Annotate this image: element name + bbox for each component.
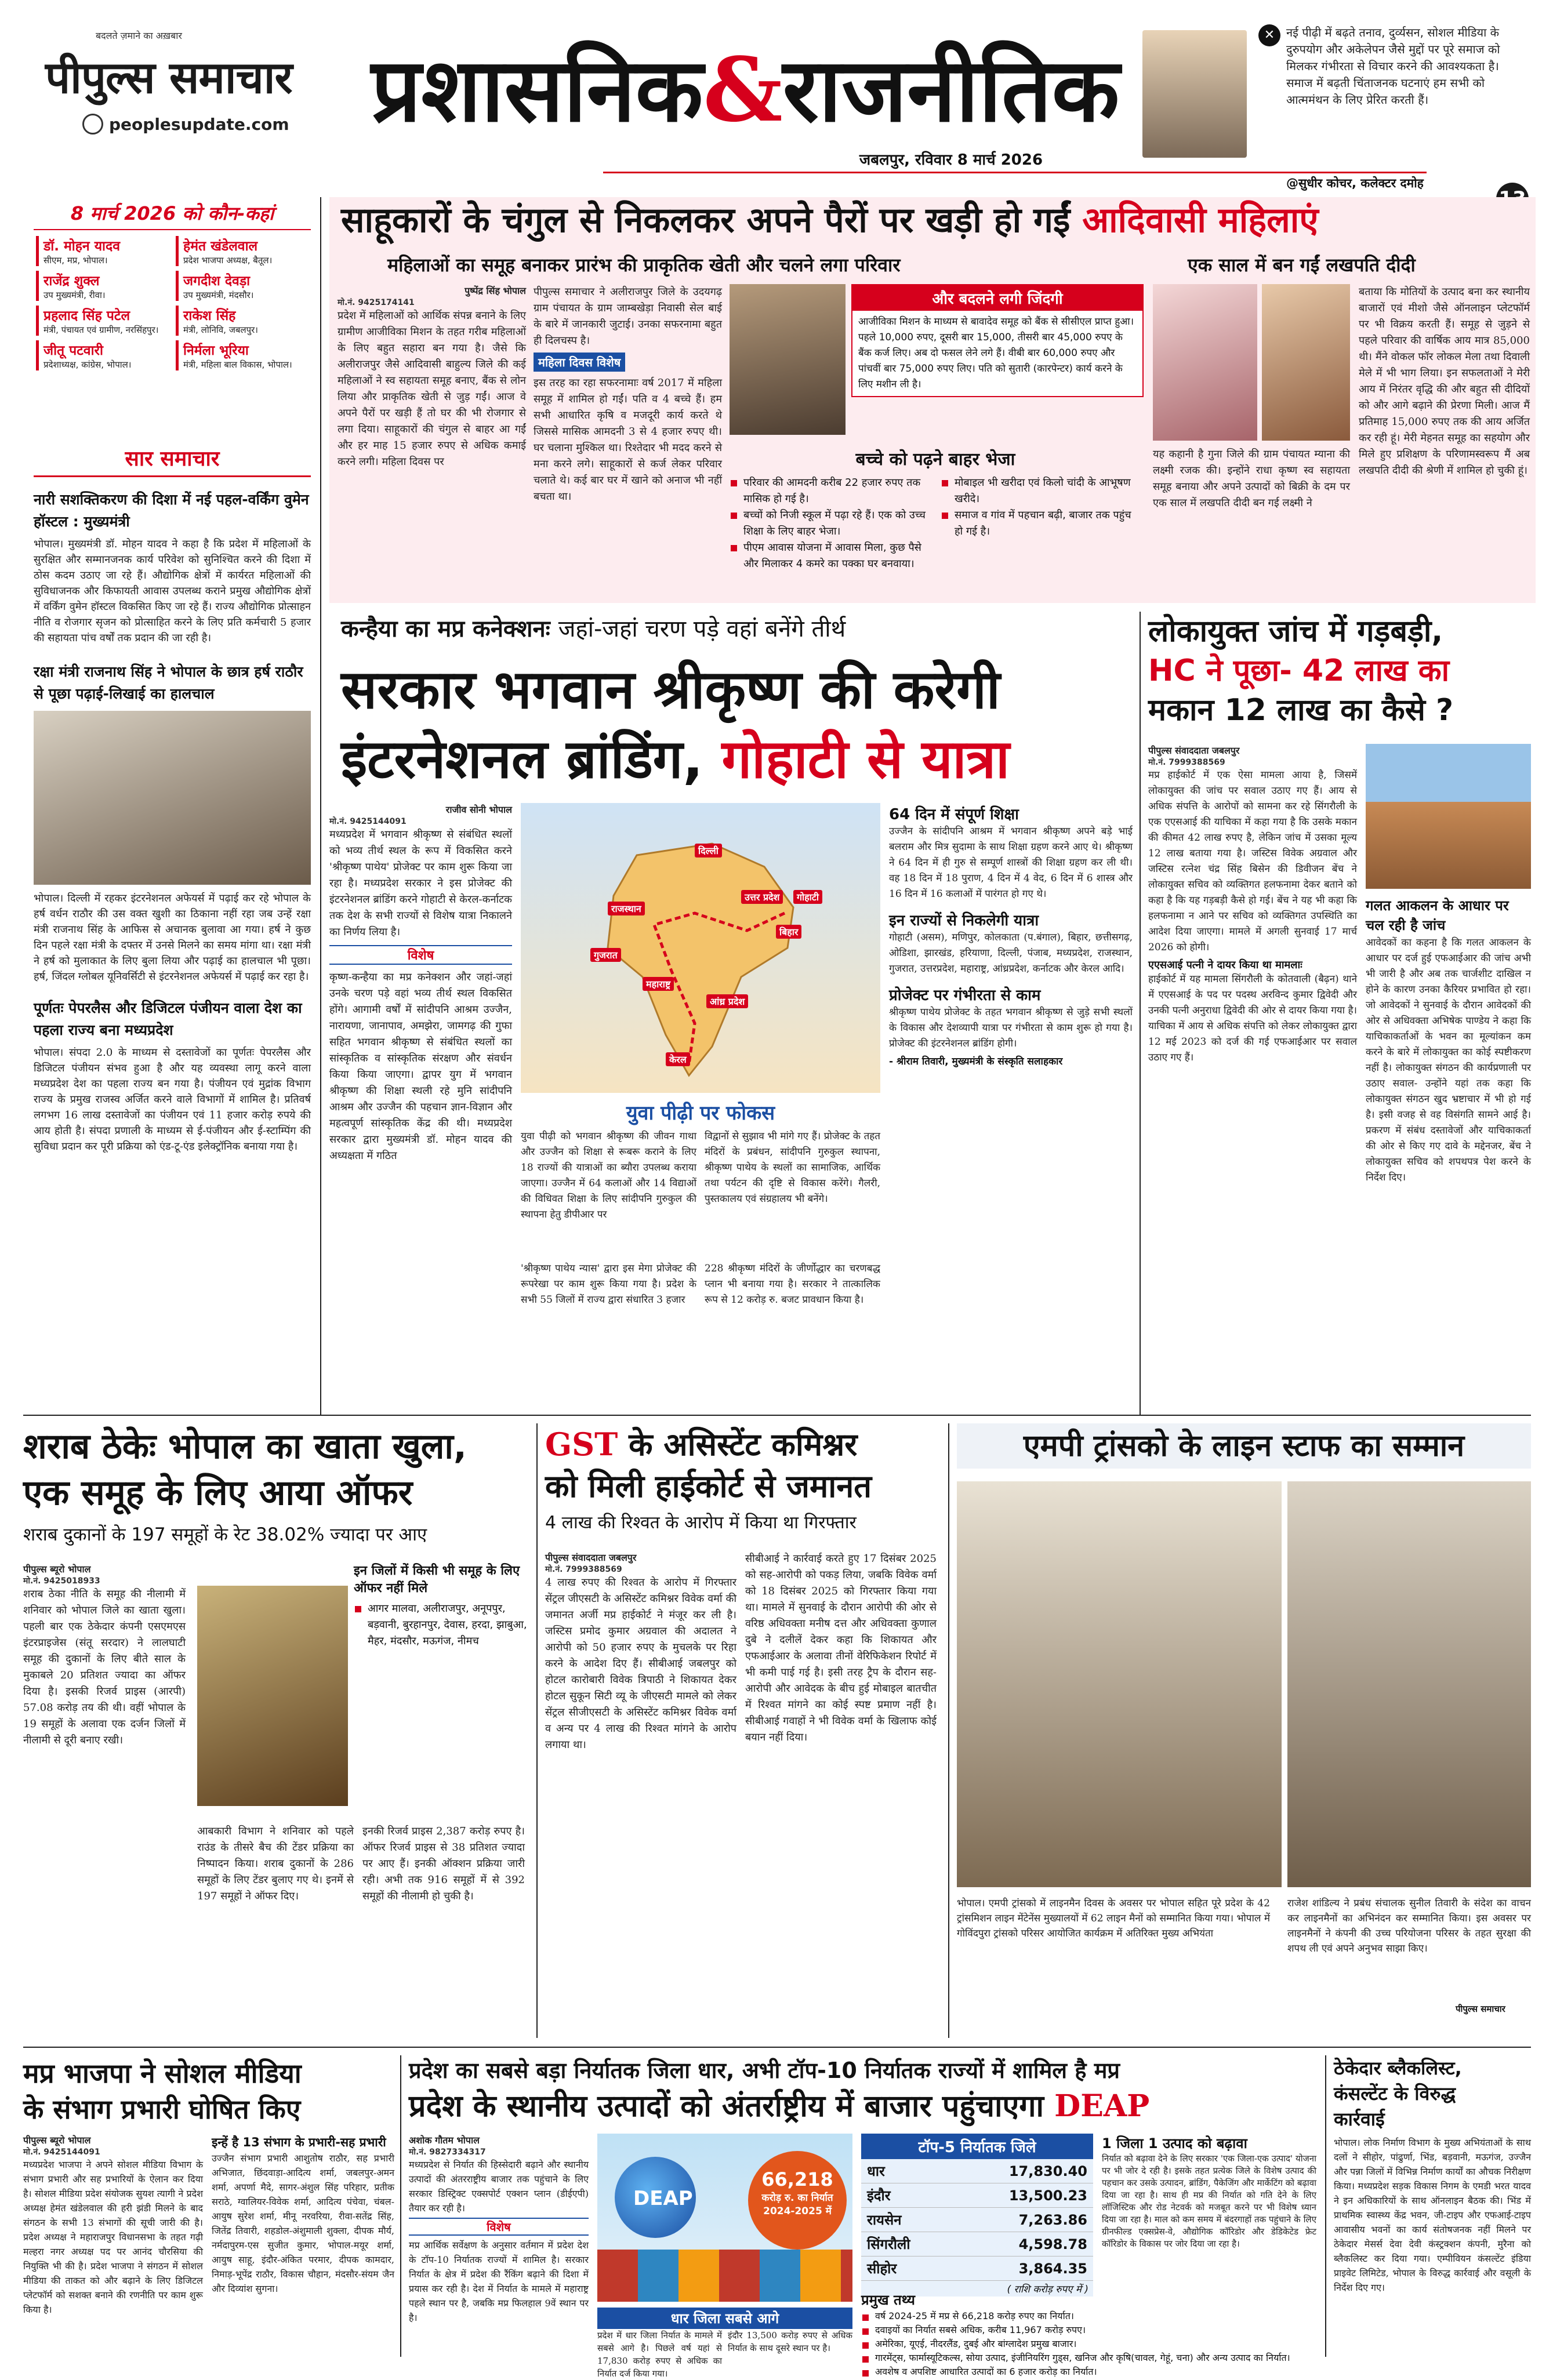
sharab-box-title: इन जिलों में किसी भी समूह के लिए ऑफर नहीं मिले xyxy=(354,1564,520,1596)
adivasi-story xyxy=(329,197,1536,603)
masthead-tagline: बदलते ज़माने का अख़बार xyxy=(96,30,182,41)
deap-col-1-text: मध्यप्रदेश से निर्यात की हिस्सेदारी बढ़ाने और स्थानीय उत्पादों की अंतरराष्ट्रीय बाजार तक पहुंचाने के लिए सरकार डिस्ट्रिक्ट एक्सपोर्ट एक्शन प्लान (डीईएपी) तैयार कर रही है। xyxy=(409,2159,589,2214)
lakshmi-photo-1 xyxy=(1153,284,1257,441)
lokayukt-side-text: आवेदकों का कहना है कि गलत आकलन के आधार पर दर्ज हुई एफआईआर की जांच अभी भी जारी है और अब तक चार्जशीट दाखिल न होने के कारण उनका कैरियर प्रभावित हो रहा। जो आवेदकों ने सुनवाई के दौरान आवेदकों की ओर से अधिवक्ता अभिषेक पाण्डेय ने कहा कि याचिकाकर्ताओं के भवन का मूल्यांकन कम करने के बारे में लोकायुक्त का कोई स्पष्टीकरण नहीं है। लोकायुक्त संगठन की कार्यप्रणाली पर उठाए सवाल- उन्होंने यहां तक कहा कि लोकायुक्त संगठन खुद भ्रष्टाचार में भी हो गई है। इसी वजह से वह विसंगति सामने आई है। प्रकरण में संबंध दस्तावेजों और याचिकाकर्ता की ओर से किए गए दावे के मद्देनजर, बेंच ने लोकायुक्त सचिव को शपथपत्र पेश करने के निर्देश दिए। xyxy=(1366,937,1531,1183)
fact-item: अमेरिका, यूएई, नीदरलैंड, दुबई और बांग्लादेश प्रमुख बाजार। xyxy=(861,2337,1313,2351)
odop-text: निर्यात को बढ़ावा देने के लिए सरकार 'एक जिला-एक उत्पाद' योजना पर भी जोर दे रही है। इसके तहत प्रत्येक जिले के विशेष उत्पाद की पहचान कर उसके उत्पादन, ब्रांडिंग, पैकेजिंग और मार्केटिंग को बढ़ावा दिया जा रहा है। साथ ही मप्र की निर्यात को गति देने के लिए लॉजिस्टिक और रोड नेटवर्क को मजबूत करने पर भी विशेष ध्यान दिया जा रहा है। माल को कम समय में बंदरगाहों तक पहुंचाने के लिए ग्रीनफील्ड एक्सप्रेस-वे, औद्योगिक कॉरिडोर और डेडिकेटेड फ्रेट कॉरिडोर के विकास पर जोर दिया जा रहा है। xyxy=(1102,2153,1316,2249)
kaun-kahan-name: राजेंद्र शुक्ल xyxy=(43,274,100,289)
saar-item-1-body: भोपाल। मुख्यमंत्री डॉ. मोहन यादव ने कहा है कि प्रदेश में महिलाओं के सुरक्षित और सम्मानजनक कार्य परिवेश को सुनिश्चित करने की दिशा में ठोस कदम उठाए जा रहे हैं। औद्योगिक क्षेत्रों में कार्यरत महिलाओं की सुविधाजनक और किफायती आवास उपलब्ध कराने प्रमुख औद्योगिक क्षेत्रों में वर्किंग वुमेन हॉस्टल विकसित किए जा रहे हैं। राज्य औद्योगिक प्रोत्साहन नीति व रोजगार सृजन को प्रोत्साहित करने के लिए प्रति कर्मचारी 5 हजार की सहायता पांच वर्षों तक प्रदान की जा रही है। xyxy=(34,538,311,644)
krishna-col-1 xyxy=(329,803,512,1164)
krishna-story xyxy=(329,612,1141,1423)
deap-headline-1: प्रदेश का सबसे बड़ा निर्यातक जिला धार, अभी टॉप-10 निर्यातक राज्यों में शामिल है मप्र xyxy=(409,2058,1120,2083)
facts-box xyxy=(861,2290,1313,2379)
adivasi-sub-left: महिलाओं का समूह बनाकर प्रारंभ की प्राकृतिक खेती और चलने लगा परिवार xyxy=(387,254,901,276)
map-label: आंध्र प्रदेश xyxy=(706,994,748,1008)
deap-byline: अशोक गौतम भोपाल xyxy=(409,2135,480,2146)
saar-item-1 xyxy=(34,489,311,646)
adivasi-col-2 xyxy=(534,284,722,505)
top5-title: टॉप-5 निर्यातक जिले xyxy=(861,2134,1093,2159)
adivasi-col-1 xyxy=(338,284,526,470)
saar-item-2-body: भोपाल। दिल्ली में रहकर इंटरनेशनल अफेयर्स में पढ़ाई कर रहे भोपाल के हर्ष वर्धन राठौर की उस वक्त खुशी का ठिकाना नहीं रहा जब उन्हें रक्षा मंत्री राजनाथ सिंह के आफिस से अचानक बुलावा आ गया। हर्ष ने कुछ दिन पहले रक्षा मंत्री के दफ्तर में उनसे मिलने का समय मांगा था। रक्षा मंत्री ने हर्ष को मुलाकात के लिए बुला लिया और पढ़ाई का हालचाल भी पूछा। हर्ष, जिंदल ग्लोबल यूनिवर्सिटी से इंटरनेशनल अफेयर्स में पढ़ाई कर रहा है। xyxy=(34,892,311,983)
blacklist-story xyxy=(1334,2055,1531,2363)
kaun-kahan-item xyxy=(36,306,169,336)
lokayukt-story xyxy=(1148,612,1531,1412)
gst-headline-1a: GST xyxy=(545,1426,618,1463)
sharab-divider xyxy=(536,1423,538,2038)
table-row xyxy=(861,2257,1093,2281)
lokayukt-col-1 xyxy=(1148,744,1357,1066)
map-label: गुजरात xyxy=(590,948,621,962)
containers-graphic xyxy=(597,2250,852,2302)
sharab-box xyxy=(354,1563,528,1649)
sharab-byline: पीपुल्स ब्यूरो भोपाल xyxy=(23,1564,91,1575)
table-row xyxy=(861,2208,1093,2232)
odop-box xyxy=(1102,2134,1316,2250)
kaun-kahan-name: जीतू पटवारी xyxy=(43,343,103,358)
table-row xyxy=(861,2232,1093,2257)
sharab-headline-1: शराब ठेकेः भोपाल का खाता खुला, xyxy=(23,1426,467,1467)
sharab-story xyxy=(23,1423,528,2044)
bjp-mobile: मो.नं. 9425144091 xyxy=(23,2148,100,2157)
change-box xyxy=(851,284,1144,397)
krishna-bottom xyxy=(521,1261,880,1308)
dhar-text-b: इंदौर 13,500 करोड़ रुपए से अधिक निर्यात के साथ दूसरे स्थान पर है। xyxy=(728,2330,852,2353)
r1-text: उज्जैन के सांदीपनि आश्रम में भगवान श्रीकृष्ण अपने बड़े भाई बलराम और मित्र सुदामा के साथ शिक्षा ग्रहण करने आए थे। श्रीकृष्ण ने 64 दिन में ही गुरु से सम्पूर्ण शास्त्रों की शिक्षा ग्रहण कर ली थी। वह 18 दिन में 18 पुराण, 4 दिन में 4 वेद, 6 दिन में 6 शास्त्र और 16 दिन में 16 कलाओं में पारंगत हो गए थे। xyxy=(889,826,1133,900)
map-label: महाराष्ट्र xyxy=(643,977,674,991)
krishna-byline: राजीव सोनी भोपाल xyxy=(445,804,512,815)
r2-title: इन राज्यों से निकलेगी यात्रा xyxy=(889,912,1039,929)
dateline: जबलपुर, रविवार 8 मार्च 2026 xyxy=(859,151,1043,169)
saar-item-2 xyxy=(34,661,311,984)
sharab-box-list xyxy=(354,1601,528,1649)
sharab-mobile: मो.नं. 9425018933 xyxy=(23,1576,100,1586)
change-box-title: और बदलने लगी जिंदगी xyxy=(852,285,1142,311)
r1-title: 64 दिन में संपूर्ण शिक्षा xyxy=(889,806,1019,823)
krishna-mobile: मो.नं. 9425144091 xyxy=(329,817,407,826)
saar-item-3 xyxy=(34,997,311,1154)
adivasi-col-2a-text: पीपुल्स समाचार ने अलीराजपुर जिले के उदयगढ़ ग्राम पंचायत के ग्राम जाम्बखेड़ा निवासी सेल बाई के बारे में जानकारी जुटाई। उनका सफरनामा बहुत ही दिलचस्प है। xyxy=(534,286,722,347)
table-row xyxy=(861,2159,1093,2183)
top5-table-box xyxy=(861,2134,1093,2297)
kids-bullet: मोबाइल भी खरीदा एवं किलो चांदी के आभूषण खरीदे। xyxy=(941,475,1141,507)
adivasi-mobile: मो.नं. 9425174141 xyxy=(338,298,415,307)
export-badge-unit: करोड़ रु. का निर्यात xyxy=(761,2192,833,2204)
lokayukt-side-title: गलत आकलन के आधार पर चल रही है जांच xyxy=(1366,898,1509,933)
kaun-kahan-place: सीएम, मप्र, भोपाल। xyxy=(43,255,108,266)
transco-photo-right xyxy=(1287,1481,1531,1887)
lakshmi-col: बताया कि मोतियों के उत्पाद बना कर स्थानीय बाजारों एवं मीशो जैसे ऑनलाइन प्लेटफॉर्म पर भी विक्रय करती हैं। समूह से जुड़ने से पहले परिवार की वार्षिक आय मात्र 85,000 थी। मैंने वोकल फॉर लोकल मेला तथा दिवाली मेले में भी भाग लिया। इन सफलताओं ने मेरी आय में निरंतर वृद्धि की और बहुत सी दीदियों को और आगे बढ़ाने की प्रेरणा मिली। आज मैं प्रतिमाह 15,000 रुपए तक की आय अर्जित कर रही हूं। मेरी मेहनत समूह का सहयोग और मिले हुए प्रशिक्षण के परिणामस्वरूप मैं अब लखपति दीदी की श्रेणी में शामिल हो चुकी हूं। xyxy=(1359,286,1530,477)
kaun-kahan-place: प्रदेशाध्यक्ष, कांग्रेस, भोपाल। xyxy=(43,359,132,370)
adivasi-byline: पुष्पेंद्र सिंह भोपाल xyxy=(465,285,526,296)
value-cell: 4,598.78 xyxy=(949,2232,1093,2257)
deap-divider xyxy=(1325,2055,1326,2357)
sharab-district-list: आगर मालवा, अलीराजपुर, अनूपपुर, बड़वानी, बुरहानपुर, देवास, हरदा, झाबुआ, मैहर, मंदसौर, मऊगंज, नीमच xyxy=(354,1601,528,1649)
bjp-story xyxy=(23,2055,394,2363)
krishna-divider xyxy=(1140,612,1141,1415)
blacklist-text: भोपाल। लोक निर्माण विभाग के मुख्य अभियंताओं के साथ दलों ने सीहोर, पांढुर्णा, भिंड, बड़वानी, मऊगंज, उज्जैन और पन्ना जिलों में विभिन्न निर्माण कार्यों का औचक निरीक्षण किया। मध्यप्रदेश सड़क विकास निगम के एमडी भरत यादव ने इन अधिकारियों के साथ ऑनलाइन बैठक की। भिंड में प्राथमिक स्वास्थ्य केंद्र भवन, जी-टाइप और एफआई-टाइप आवासीय भवनों का कार्य संतोषजनक नहीं मिलने पर ठेकेदार मेसर्स देवा देवी कंस्ट्रक्शन कंपनी, मुरैना को ब्लैकलिस्ट कर दिया गया। एम्पीवियन कंसल्टेंट इंडिया प्राइवेट लिमिटेड, भोपाल के विरुद्ध कार्रवाई और वसूली के निर्देश दिए गए। xyxy=(1334,2137,1531,2293)
krishna-bottom-a: 'श्रीकृष्ण पाथेय न्यास' द्वारा इस मेगा प्रोजेक्ट की रूपरेखा पर काम शुरू किया गया है। प्रदेश के सभी 55 जिलों में राज्य द्वारा संधारित 3 हजार xyxy=(521,1263,696,1306)
district-cell: इंदौर xyxy=(861,2183,949,2208)
youth-text-a: युवा पीढ़ी को भगवान श्रीकृष्ण की जीवन गाथा और उज्जैन को शिक्षा से रूबरू कराने के लिए 18 राज्यों की यात्राओं का ब्यौरा उपलब्ध कराया जाएगा। उज्जैन में 64 कलाओं और 14 विद्याओं की विधिवत शिक्षा के लिए सांदीपनि गुरुकुल की स्थापना हेतु डीपीआर पर xyxy=(521,1131,696,1220)
youth-box xyxy=(521,1099,880,1223)
deap-special: विशेष xyxy=(409,2218,589,2236)
deap-headline-2 xyxy=(409,2085,1319,2127)
export-badge xyxy=(748,2151,847,2250)
kids-bullet: बच्चों को निजी स्कूल में पढ़ा रहे हैं। एक को उच्च शिक्षा के लिए बाहर भेजा। xyxy=(730,507,930,540)
krishna-col-1-text: मध्यप्रदेश में भगवान श्रीकृष्ण से संबंधित स्थलों को भव्य तीर्थ स्थल के रूप में विकसित करने 'श्रीकृष्ण पाथेय' प्रोजेक्ट पर काम शुरू किया जा रहा है। मध्यप्रदेश सरकार ने इस प्रोजेक्ट की इंटरनेशनल ब्रांडिंग करने गोहाटी से केरल-कर्नाटक तक देश के सभी राज्यों से विशेष यात्रा निकालने का निर्णय लिया है। xyxy=(329,829,512,938)
bjp-col-1-text: मध्यप्रदेश भाजपा ने अपने सोशल मीडिया विभाग के संभाग प्रभारी और सह प्रभारियों के ऐलान कर दिया है। सोशल मीडिया प्रदेश संयोजक सुयश त्यागी ने प्रदेश अध्यक्ष हेमंत खंडेलवाल की हरी झंडी मिलने के बाद संगठन के सभी 13 संभागों की सूची जारी की है। प्रदेश अध्यक्ष ने महाराजपुर विधानसभा के तहत गढ़ी मल्हरा नगर अध्यक्ष पद पर आनंद चौरसिया की नियुक्ति भी की है। प्रदेश भाजपा ने संगठन में सोशल मीडिया की ताकत को और बढ़ाने के लिए डिजिटल प्लेटफॉर्म को सशक्त बनाने की रणनीति पर काम शुरू किया है। xyxy=(23,2159,203,2315)
r3-text: श्रीकृष्ण पाथेय प्रोजेक्ट के तहत भगवान श्रीकृष्ण से जुड़े सभी स्थलों के विकास और देशव्यापी यात्रा पर गंभीरता से काम शुरू हो गया है। प्रोजेक्ट की इंटरनेशनल ब्रांडिंग होगी। xyxy=(889,1006,1133,1049)
lakshmi-caption: यह कहानी है गुना जिले की ग्राम पंचायत म्याना की लक्ष्मी रजक की। इन्होंने राधा कृष्ण स्व सहायता समूह बनाया और अपने उत्पादों को बिक्री के दम पर एक साल में लखपति दीदी बन गई लक्ष्मी ने xyxy=(1153,448,1350,509)
value-cell: 3,864.35 xyxy=(949,2257,1093,2281)
kaun-kahan-item xyxy=(36,340,169,370)
adivasi-headline-a: साहूकारों के चंगुल से निकलकर अपने पैरों पर खड़ी हो गईं xyxy=(341,200,1071,241)
transco-headline: एमपी ट्रांसको के लाइन स्टाफ का सम्मान xyxy=(957,1423,1531,1469)
blacklist-headline-3: कार्रवाई xyxy=(1334,2108,1385,2130)
dhar-text-a: प्रदेश में धार जिला निर्यात के मामले में सबसे आगे है। पिछले वर्ष यहां से 17,830 करोड़ रुपए से अधिक का निर्यात दर्ज किया गया। xyxy=(597,2330,722,2379)
gst-headline-1 xyxy=(545,1423,939,1466)
map-label: दिल्ली xyxy=(695,844,722,857)
bjp-list-title: इन्हें है 13 संभाग के प्रभारी-सह प्रभारी xyxy=(212,2135,386,2149)
krishna-map-graphic xyxy=(521,803,880,1093)
kaun-kahan-name: प्रहलाद सिंह पटेल xyxy=(43,308,130,324)
value-cell: 7,263.86 xyxy=(949,2208,1093,2232)
kaun-kahan-place: मंत्री, पंचायत एवं ग्रामीण, नरसिंहपुर। xyxy=(43,325,159,335)
deap-col-1b-text: मप्र आर्थिक सर्वेक्षण के अनुसार वर्तमान में प्रदेश देश के टॉप-10 निर्यातक राज्यों में शामिल है। सरकार निर्यात के क्षेत्र में प्रदेश की रैंकिंग बढ़ाने की दिशा में प्रयास कर रही है। देश में निर्यात के मामले में महाराष्ट्र पहले स्थान पर है, जबकि मप्र फिलहाल 9वें स्थान पर है। xyxy=(409,2240,589,2323)
export-badge-year: 2024-2025 में xyxy=(763,2205,832,2217)
gst-story xyxy=(545,1423,939,2044)
r2-text: गोहाटी (असम), मणिपुर, कोलकाता (प.बंगाल), बिहार, छत्तीसगढ़, ओडिशा, झारखंड, हरियाणा, दिल्ली, पंजाब, मध्यप्रदेश, राजस्थान, गुजरात, उत्तरप्रदेश, महाराष्ट्र, आंध्रप्रदेश, कर्नाटक और केरल आदि। xyxy=(889,932,1133,975)
kaun-kahan-name: निर्मला भूरिया xyxy=(183,343,249,358)
kaun-kahan-place: उप मुख्यमंत्री, मंदसौर। xyxy=(183,290,254,300)
kaun-kahan-place: प्रदेश भाजपा अध्यक्ष, बैतूल। xyxy=(183,255,273,266)
gst-headline-2: को मिली हाईकोर्ट से जमानत xyxy=(545,1468,872,1505)
section-title-1: प्रशासनिक xyxy=(371,39,703,141)
sel-bai-photo xyxy=(730,284,846,435)
lokayukt-text-b: हाईकोर्ट में यह मामला सिंगरौली के कोतवाली (बैढ़न) थाने में एएसआई के पद पर पदस्थ अरविन्द कुमार द्विवेदी और उनकी पत्नी अनुराधा द्विवेदी की ओर से दायर किया गया है। याचिका में आय से अधिक संपत्ति को लेकर लोकायुक्त द्वारा 12 मई 2023 को दर्ज की गई एफआईआर पर सवाल उठाए गए हैं। xyxy=(1148,973,1357,1063)
lokayukt-mobile: मो.नं. 7999388569 xyxy=(1148,758,1225,767)
section-title-amp: & xyxy=(703,38,783,141)
lakshmi-photo-2 xyxy=(1262,284,1350,441)
gst-byline: पीपुल्स संवाददाता जबलपुर xyxy=(545,1552,637,1563)
value-cell: 17,830.40 xyxy=(949,2159,1093,2183)
deap-headline-2a: प्रदेश के स्थानीय उत्पादों को अंतर्राष्ट्रीय में बाजार पहुंचाएगा xyxy=(409,2089,1044,2124)
high-court-photo xyxy=(1366,744,1531,889)
fact-item: दवाइयों का निर्यात सबसे अधिक, करीब 11,967 करोड़ रुपए। xyxy=(861,2323,1313,2337)
krishna-col-1b-text: कृष्ण-कन्हैया का मप्र कनेक्शन और जहां-जहां उनके चरण पड़े वहां भव्य तीर्थ स्थल विकसित होंगे। आगामी वर्षों में सांदीपनि आश्रम उज्जैन, नारायणा, जानापाव, अमझेरा, जामगढ़ की गुफा सहित भगवान श्रीकृष्ण से संबंधित स्थलों का सांस्कृतिक व सांस्कृतिक संरक्षण और संवर्धन किया किया जाएगा। द्वापर युग में भगवान श्रीकृष्ण की शिक्षा स्थली रहे मुनि सांदीपनि आश्रम और उज्जैन की पहचान ज्ञान-विज्ञान और महत्वपूर्ण सांस्कृतिक केंद्र की थी। मध्यप्रदेश सरकार द्वारा मुख्यमंत्री डॉ. मोहन यादव की अध्यक्षता में गठित xyxy=(329,971,512,1162)
adivasi-headline-b: आदिवासी महिलाएं xyxy=(1082,200,1319,241)
youth-title: युवा पीढ़ी पर फोकस xyxy=(626,1102,775,1125)
facts-title: प्रमुख तथ्य xyxy=(861,2292,915,2308)
saar-item-3-head: पूर्णतः पेपरलैस और डिजिटल पंजीयन वाला देश का पहला राज्य बना मध्यप्रदेश xyxy=(34,1000,302,1038)
district-cell: सिंगरौली xyxy=(861,2232,949,2257)
liquor-graphic xyxy=(197,1586,348,1806)
map-label: बिहार xyxy=(776,925,801,939)
bjp-col-1 xyxy=(23,2134,203,2317)
kaun-kahan-title: 8 मार्च 2026 को कौन-कहां xyxy=(34,197,311,230)
top5-table xyxy=(861,2159,1093,2281)
kids-title: बच्चे को पढ़ने बाहर भेजा xyxy=(855,449,1015,470)
kaun-kahan-place: उप मुख्यमंत्री, रीवा। xyxy=(43,290,106,300)
left-column-divider xyxy=(320,197,321,1415)
lokayukt-side xyxy=(1366,896,1531,1186)
kaun-kahan-item xyxy=(176,236,309,266)
krishna-special: विशेष xyxy=(329,945,512,965)
gst-col-1-text: 4 लाख रुपए की रिश्वत के आरोप में गिरफ्तार सेंट्रल जीएसटी के असिस्टेंट कमिश्नर विवेक वर्मा की जमानत अर्जी मप्र हाईकोर्ट ने मंजूर कर ली है। जस्टिस प्रमोद कुमार अग्रवाल की अदालत ने आरोपी को 50 हजार रुपए के मुचलके पर रिहा करने के आदेश दिए हैं। सीबीआई जबलपुर को होटल कारोबारी विवेक त्रिपाठी ने शिकायत देकर होटल सुकून सिटी व्यू के जीएसटी मामले को लेकर सेंट्रल सीजीएसटी के असिस्टेंट कमिश्नर विवेक वर्मा व अन्य पर 4 लाख की रिश्वत मांगने के आरोप लगाया था। xyxy=(545,1576,736,1751)
bjp-byline: पीपुल्स ब्यूरो भोपाल xyxy=(23,2135,91,2146)
rajnath-photo xyxy=(34,711,311,885)
lokayukt-headline-2: HC ने पूछा- 42 लाख का xyxy=(1148,653,1450,688)
section-title xyxy=(371,38,1120,141)
map-label: गोहाटी xyxy=(793,890,822,904)
transco-photo-left xyxy=(957,1481,1282,1887)
adivasi-col-1-text: प्रदेश में महिलाओं को आर्थिक संपन्न बनाने के लिए ग्रामीण आजीविका मिशन के तहत गरीब महिलाओं के लिए बहुत सहारा बन गया है। जैसे कि अलीराजपुर जैसे आदिवासी बाहुल्य जिले की कई महिलाओं ने स्व सहायता समूह बनाए, बैंक से लोन लिया और प्राकृतिक खेती से जुड़ गईं। आज वे अपने पैरों पर खड़ी हैं तो घर की भी रोजगार से लगा दिया। साहूकारों की चंगुल से बाहर आ गईं और हर माह 15 हजार रुपए से अधिक कमाई करने लगी। महिला दिवस पर xyxy=(338,310,526,468)
fact-item: वर्ष 2024-25 में मप्र से 66,218 करोड़ रुपए का निर्यात। xyxy=(861,2309,1313,2323)
adivasi-special-label: महिला दिवस विशेष xyxy=(534,353,625,372)
fact-item: गारमेंट्स, फार्मास्यूटिकल्स, सोया उत्पाद, इंजीनियरिंग गुड्स, खनिज और कृषि(चावल, गेहूं, चना) और अन्य उत्पाद का निर्यात। xyxy=(861,2351,1313,2365)
map-label: उत्तर प्रदेश xyxy=(741,890,783,904)
adivasi-headline xyxy=(341,197,1524,244)
map-shape xyxy=(608,844,793,1075)
kaun-kahan-place: मंत्री, महिला बाल विकास, भोपाल। xyxy=(183,359,292,370)
sharab-col-2: आबकारी विभाग ने शनिवार को पहले राउंड के तीसरे बैच की टेंडर प्रक्रिया का निष्पादन किया। शराब दुकानों के 286 समूहों के लिए टेंडर बुलाए गए थे। इनमें से 197 समूहों ने ऑफर दिए। xyxy=(197,1825,354,1902)
krishna-headline-2b: गोहाटी से यात्रा xyxy=(721,728,1010,790)
lokayukt-sub-b: एएसआई पत्नी ने दायर किया था मामलाः xyxy=(1148,959,1302,971)
bjp-list-text: उज्जैन संभाग प्रभारी आशुतोष राठौर, सह प्रभारी अभिजात, छिंदवाड़ा-आदित्य शर्मा, जबलपुर-अमन शर्मा, अपर्णा मैदे, सागर-अंशुल सिंह परिहार, प्रतीक सराठे, ग्वालियर-विवेक शर्मा, आदित्य पंचेवा, चंबल-आयुष सुरेश शर्मा, मीनू नरवरिया, रीवा-सतेंद्र सिंह, जितेंद्र तिवारी, शहडोल-अंशुमाली शुक्ला, दीपक मौर्य, नर्मदापुरम-एस सुजीत कुमार, भोपाल-मयूर शर्मा, आयुष साहू, इंदौर-अंकित परमार, दीपक कामदार, निमाड़-भूपेंद्र राठौर, विकास चौहान, मंदसौर-संयम जैन और दिव्यांश सुगना। xyxy=(212,2153,394,2294)
gst-deck: 4 लाख की रिश्वत के आरोप में किया था गिरफ्तार xyxy=(545,1513,857,1533)
kaun-kahan-grid xyxy=(34,230,311,376)
gst-divider xyxy=(948,1423,949,2038)
collector-photo xyxy=(1142,30,1247,158)
x-icon: ✕ xyxy=(1258,24,1280,46)
masthead-logo: पीपुल्स समाचार xyxy=(45,52,292,103)
gst-mobile: मो.नं. 7999388569 xyxy=(545,1565,622,1574)
lower-divider xyxy=(23,2047,1531,2048)
kaun-kahan-item xyxy=(36,271,169,301)
sharab-col-1-text: शराब ठेका नीति के समूह की नीलामी में शनिवार को भोपाल जिले का खाता खुला। पहली बार एक ठेकेदार कंपनी एसएमएस इंटरप्राइजेस (संतू सरदार) ने लालघाटी समूह की दुकानों के लिए बीते साल के मुकाबले 20 प्रतिशत ज्यादा का ऑफर दिया है। इसकी रिजर्व प्राइस (आरपी) 57.08 करोड़ तय की थी। वहीं भोपाल के 19 समूहों के अलावा एक दर्जन जिलों में नीलामी से दूरी बनाए रखी। xyxy=(23,1588,186,1746)
transco-story xyxy=(957,1423,1531,2044)
facts-list xyxy=(861,2309,1313,2379)
table-row xyxy=(861,2183,1093,2208)
district-cell: रायसेन xyxy=(861,2208,949,2232)
sharab-headline-2: एक समूह के लिए आया ऑफर xyxy=(23,1473,413,1513)
youth-text-b: विद्वानों से सुझाव भी मांगे गए हैं। प्रोजेक्ट के तहत मंदिरों के प्रबंधन, सांदीपनि गुरुकुल स्थापना, श्रीकृष्ण पाथेय के स्थलों का सामाजिक, आर्थिक तथा पर्यटन की दृष्टि से विकास करेंगे। गैलरी, पुस्तकालय एवं संग्रहालय भी बनेंगे। xyxy=(705,1131,880,1205)
kaun-kahan-name: डॉ. मोहन यादव xyxy=(43,239,121,254)
kaun-kahan-item xyxy=(176,306,309,336)
kids-bullet: समाज व गांव में पहचान बढ़ी, बाजार तक पहुंच हो गई है। xyxy=(941,507,1141,540)
gst-col-1 xyxy=(545,1551,736,1753)
kaun-kahan-item xyxy=(176,340,309,370)
kids-bullet: पीएम आवास योजना में आवास मिला, कुछ पैसे और मिलाकर 4 कमरे का पक्का घर बनवाया। xyxy=(730,540,930,572)
dhar-title: धार जिला सबसे आगे xyxy=(597,2308,852,2329)
top5-note: ( राशि करोड़ रुपए में ) xyxy=(1007,2284,1088,2295)
quote-author: @सुधीर कोचर, कलेक्टर दमोह xyxy=(1286,176,1424,190)
r3-author: - श्रीराम तिवारी, मुख्यमंत्री के संस्कृति सलाहकार xyxy=(889,1056,1063,1067)
district-cell: धार xyxy=(861,2159,949,2183)
transco-caption-left: भोपाल। एमपी ट्रांसको में लाइनमैन दिवस के अवसर पर भोपाल सहित पूरे प्रदेश के 42 ट्रांसमिशन लाइन मेंटेनेंस मुख्यालयों में 62 लाइन मैनों को सम्मानित किया गया। भोपाल में गोविंदपुरा ट्रांसको परिसर आयोजित कार्यक्रम में अतिरिक्त मुख्य अभियंता xyxy=(957,1898,1270,1939)
deap-mobile: मो.नं. 9827334317 xyxy=(409,2148,486,2157)
deap-graphic xyxy=(597,2134,852,2302)
saar-item-3-body: भोपाल। संपदा 2.0 के माध्यम से दस्तावेजों का पूर्णतः पेपरलैस और डिजिटल पंजीयन संभव हुआ है और यह व्यवस्था लागू करने वाला मध्यप्रदेश देश का पहला राज्य बन गया है। पंजीयन एवं मुद्रांक विभाग राज्य के प्रमुख राजस्व अर्जित करने वाले विभागों में शामिल है। प्रतिवर्ष लगभग 16 लाख दस्तावेजों का पंजीयन एवं 11 हजार करोड़ रुपये की आय होती है। संपदा प्रणाली के माध्यम से ई-पंजीयन और ई-स्टाम्पिंग की सुविधा प्रदान कर पूरी प्रक्रिया को एंड-टू-एंड इलेक्ट्रॉनिक बनाया गया है। xyxy=(34,1047,311,1153)
deap-headline-2b: DEAP xyxy=(1054,2088,1150,2124)
sharab-col-1 xyxy=(23,1563,186,1749)
bjp-divider xyxy=(400,2055,401,2357)
deap-story xyxy=(409,2055,1319,2379)
quote-text: नई पीढ़ी में बढ़ते तनाव, दुर्व्यसन, सोशल मीडिया के दुरुपयोग और अकेलेपन जैसे मुद्दों पर पूरे समाज को मिलकर गंभीरता से विचार करने की आवश्यकता है। समाज में बढ़ती चिंताजनक घटनाएं हम सभी को आत्ममंथन के लिए प्रेरित करती हैं। xyxy=(1286,26,1500,107)
saar-item-2-head: रक्षा मंत्री राजनाथ सिंह ने भोपाल के छात्र हर्ष राठौर से पूछा पढ़ाई-लिखाई का हालचाल xyxy=(34,663,303,702)
lokayukt-byline: पीपुल्स संवाददाता जबलपुर xyxy=(1148,745,1240,756)
sharab-col-3: इनकी रिजर्व प्राइस 2,387 करोड़ रुपए है। ऑफर रिजर्व प्राइस से 38 प्रतिशत ज्यादा पर आए हैं। इनकी ऑक्शन प्रक्रिया जारी रही। अभी तक 916 समूहों में से 392 समूहों की नीलामी हो चुकी है। xyxy=(362,1825,525,1902)
kaun-kahan-name: हेमंत खंडेलवाल xyxy=(183,239,258,254)
district-cell: सीहोर xyxy=(861,2257,949,2281)
bjp-col-2 xyxy=(212,2134,394,2296)
odop-title: 1 जिला 1 उत्पाद को बढ़ावा xyxy=(1102,2135,1247,2152)
lokayukt-headline-3: मकान 12 लाख का कैसे ? xyxy=(1148,693,1454,728)
sharab-deck: शराब दुकानों के 197 समूहों के रेट 38.02% ज्यादा पर आए xyxy=(23,1524,427,1545)
fact-item: अवशेष व अपशिष्ट आधारित उत्पादों का 6 हजार करोड़ का निर्यात। xyxy=(861,2365,1313,2379)
quote-box xyxy=(1142,19,1525,192)
kaun-kahan-box xyxy=(34,197,311,435)
kaun-kahan-item xyxy=(176,271,309,301)
export-badge-value: 66,218 xyxy=(761,2168,833,2190)
kids-bullets xyxy=(730,475,1141,572)
kaun-kahan-name: जगदीश देवड़ा xyxy=(183,274,251,289)
dhar-box xyxy=(597,2308,852,2380)
kids-bullet: परिवार की आमदनी करीब 22 हजार रुपए तक मासिक हो गई है। xyxy=(730,475,930,507)
saar-title: सार समाचार xyxy=(34,444,311,477)
saar-item-1-head: नारी सशक्तिकरण की दिशा में नई पहल-वर्किंग वुमेन हॉस्टल : मुख्यमंत्री xyxy=(34,491,309,530)
kaun-kahan-item xyxy=(36,236,169,266)
lokayukt-text-a: मप्र हाईकोर्ट में एक ऐसा मामला आया है, जिसमें लोकायुक्त की जांच पर सवाल उठाए गए हैं। आय से अधिक संपत्ति के आरोपों को सामना कर रहे सिंगरौली के एक एएसआई की याचिका में कहा गया है कि उसके मकान की कीमत 42 लाख रुपए है, लेकिन जांच में उसका मूल्य 12 लाख बताया गया है। जस्टिस विवेक अग्रवाल और जस्टिस रत्नेश चंद्र सिंह बिसेन की डिवीजन बेंच ने लोकायुक्त सचिव को व्यक्तिगत हलफनामा देकर बताने को कहा है कि यह गड़बड़ी कैसे हो गई। बेंच ने यह भी कहा कि हलफनामा न आने पर सचिव को व्यक्तिगत उपस्थिति का आदेश दिया जाएगा। मामले में अगली सुनवाई 17 मार्च 2026 को होगी। xyxy=(1148,769,1357,953)
krishna-headline-2 xyxy=(341,728,1010,791)
bjp-headline-1: मप्र भाजपा ने सोशल मीडिया xyxy=(23,2058,302,2089)
map-label: केरल xyxy=(666,1052,690,1066)
deap-graphic-label: DEAP xyxy=(633,2187,693,2210)
adivasi-col-2b-text: इस तरह का रहा सफरनामाः वर्ष 2017 में महिला समूह में शामिल हो गईं। पति व 4 बच्चे हैं। हम सभी आधारित कृषि व मजदूरी कार्य करते थे जिससे मासिक आमदनी 3 से 4 हजार रुपए थी। घर चलाना मुश्किल था। रिश्तेदार भी मदद करने से मना करने लगे। साहूकारों से कर्ज लेकर परिवार चलाते थे। कई बार घर में खाने को अनाज भी नहीं बचता था। xyxy=(534,377,722,503)
adivasi-sub-right: एक साल में बन गईं लखपति दीदी xyxy=(1188,254,1416,276)
krishna-right xyxy=(889,803,1133,1067)
r3-title: प्रोजेक्ट पर गंभीरता से काम xyxy=(889,987,1041,1004)
mid-divider xyxy=(23,1415,1531,1416)
blacklist-headline-2: कंसल्टेंट के विरुद्ध xyxy=(1334,2083,1456,2105)
kaun-kahan-place: मंत्री, लोनिवि, जबलपुर। xyxy=(183,325,258,335)
krishna-headline-1: सरकार भगवान श्रीकृष्ण की करेगी xyxy=(341,659,1000,721)
kids-bullet-list xyxy=(730,475,1141,572)
krishna-kicker-a: कन्हैया का मप्र कनेक्शनः xyxy=(341,616,550,642)
krishna-kicker xyxy=(341,612,846,644)
gst-col-2: सीबीआई ने कार्रवाई करते हुए 17 दिसंबर 2025 को सह-आरोपी को पकड़ लिया, जबकि विवेक वर्मा को 18 दिसंबर 2025 को गिरफ्तार किया गया था। मामले में सुनवाई के दौरान आरोपी की ओर से वरिष्ठ अधिवक्ता मनीष दत्त और अधिवक्ता कुणाल दुबे ने दलीलें देकर कहा कि शिकायत और एफआईआर के अलावा तीनों वेरिफिकेशन रिपोर्ट में भी कमी पाई गई है। इसी तरह ट्रैप के दौरान सह-आरोपी और आवेदक के बीच हुई मोबाइल बातचीत में रिश्वत मांगने का कोई स्पष्ट प्रमाण नहीं है। सीबीआई गवाहों ने भी विवेक वर्मा के खिलाफ कोई बयान नहीं दिया। xyxy=(745,1553,937,1743)
transco-caption-right: राजेश शांडिल्य ने प्रबंध संचालक सुनील तिवारी के संदेश का वाचन कर लाइनमैनों का अभिनंदन कर सम्मानित किया। इस अवसर पर लाइनमैनों ने कंपनी की उच्च परियोजना परिसर के तहत सुरक्षा की शपथ ली एवं अपने अनुभव साझा किए। xyxy=(1287,1898,1531,1954)
bjp-headline-2: के संभाग प्रभारी घोषित किए xyxy=(23,2094,301,2125)
transco-credit: पीपुल्स समाचार xyxy=(1456,2004,1505,2014)
gst-headline-1b: के असिस्टेंट कमिश्नर xyxy=(629,1426,858,1463)
map-label: राजस्थान xyxy=(608,902,645,915)
section-title-2: राजनीतिक xyxy=(782,39,1120,141)
deap-col-1 xyxy=(409,2134,589,2325)
change-box-text: आजीविका मिशन के माध्यम से बावादेव समूह को बैंक से सीसीएल प्राप्त हुआ। पहले 10,000 रुपए, दूसरी बार 15,000, तीसरी बार 45,000 रुपए के बैंक कर्ज लिए। अब दो फसल लेने लगे हैं। वीबी बार 60,000 रुपए और पांचवीं बार 75,000 रुपए लिए। पति को सुतारी (कारपेन्टर) कार्य करने के लिए मशीन ली है। xyxy=(858,316,1134,390)
kaun-kahan-name: राकेश सिंह xyxy=(183,308,236,324)
blacklist-headline-1: ठेकेदार ब्लैकलिस्ट, xyxy=(1334,2057,1462,2079)
website-link[interactable]: peoplesupdate.com xyxy=(109,115,289,134)
krishna-headline-2a: इंटरनेशनल ब्रांडिंग, xyxy=(341,728,703,790)
lokayukt-headline-1: लोकायुक्त जांच में गड़बड़ी, xyxy=(1148,614,1443,649)
saar-samachar xyxy=(34,444,311,1348)
krishna-bottom-b: 228 श्रीकृष्ण मंदिरों के जीर्णोद्धार का चरणबद्ध प्लान भी बनाया गया है। सरकार ने तात्कालिक रूप से 12 करोड़ रु. बजट प्रावधान किया है। xyxy=(705,1263,880,1306)
globe-icon xyxy=(82,114,103,135)
value-cell: 13,500.23 xyxy=(949,2183,1093,2208)
krishna-kicker-b: जहां-जहां चरण पड़े वहां बनेंगे तीर्थ xyxy=(558,616,846,642)
kids-box xyxy=(730,446,1141,572)
